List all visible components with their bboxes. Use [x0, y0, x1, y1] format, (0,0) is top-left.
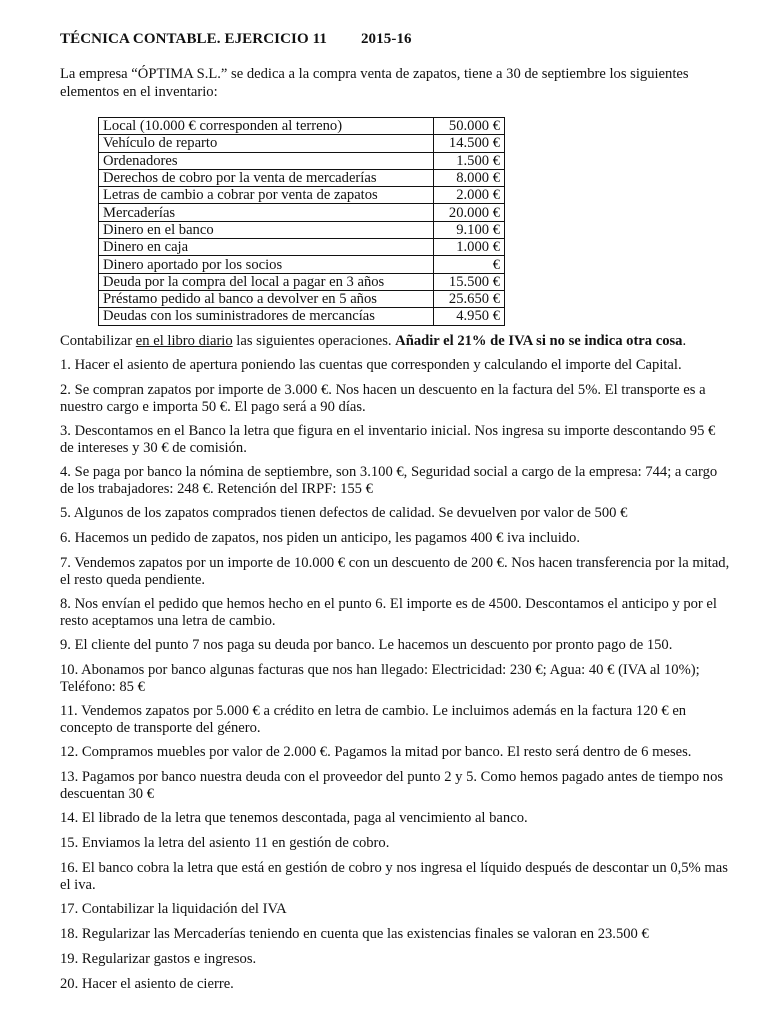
operation-item: 6. Hacemos un pedido de zapatos, nos piden un anticipo, les pagamos 400 € iva incluido.	[60, 530, 580, 546]
inventory-row	[99, 169, 505, 186]
inventory-amount: 1.000 €	[434, 239, 505, 256]
document-title	[60, 31, 412, 48]
operation-item: 2. Se compran zapatos por importe de 3.000 €. Nos hacen un descuento en la factura del 5%. El transporte es a nuestro cargo e importa 50 €. El pago será a 90 días.	[60, 382, 706, 415]
operation-item: 10. Abonamos por banco algunas facturas que nos han llegado: Electricidad: 230 €; Agua: 40 € (IVA al 10%); Teléfono: 85 €	[60, 662, 700, 695]
inventory-amount: 2.000 €	[434, 187, 505, 204]
operation-item: 11. Vendemos zapatos por 5.000 € a crédito en letra de cambio. Le incluimos además en la factura 120 € en concepto de transporte del género.	[60, 703, 687, 736]
inventory-amount: 25.650 €	[434, 290, 505, 307]
instructions-underlined: en el libro diario	[135, 333, 233, 349]
operation-item: 5. Algunos de los zapatos comprados tienen defectos de calidad. Se devuelven por valor de 500 €	[60, 505, 628, 521]
inventory-item: Dinero en caja	[99, 239, 434, 256]
inventory-row	[99, 204, 505, 221]
inventory-table	[98, 117, 505, 326]
inventory-item: Derechos de cobro por la venta de mercaderías	[99, 169, 434, 186]
instructions-line	[60, 333, 740, 350]
inventory-amount: 1.500 €	[434, 152, 505, 169]
inventory-item: Préstamo pedido al banco a devolver en 5 años	[99, 290, 434, 307]
inventory-amount: €	[434, 256, 505, 273]
inventory-amount: 4.950 €	[434, 308, 505, 325]
inventory-amount: 20.000 €	[434, 204, 505, 221]
inventory-amount: 15.500 €	[434, 273, 505, 290]
operation-item: 13. Pagamos por banco nuestra deuda con el proveedor del punto 2 y 5. Como hemos pagado antes de tiempo nos descuentan 30 €	[60, 769, 724, 802]
inventory-row	[99, 256, 505, 273]
operation-item: 8. Nos envían el pedido que hemos hecho en el punto 6. El importe es de 4500. Descontamos el anticipo y por el resto aceptamos una letra de cambio.	[60, 596, 717, 629]
operation-item: 16. El banco cobra la letra que está en gestión de cobro y nos ingresa el líquido después de descontar un 0,5% mas el iva.	[60, 860, 728, 893]
inventory-item: Vehículo de reparto	[99, 135, 434, 152]
operation-item: 20. Hacer el asiento de cierre.	[60, 976, 234, 992]
inventory-item: Ordenadores	[99, 152, 434, 169]
inventory-amount: 8.000 €	[434, 169, 505, 186]
operation-item: 1. Hacer el asiento de apertura poniendo las cuentas que corresponden y calculando el importe del Capital.	[60, 357, 682, 373]
instructions-bold: Añadir el 21% de IVA si no se indica otra cosa	[395, 333, 683, 349]
inventory-amount: 14.500 €	[434, 135, 505, 152]
inventory-row	[99, 239, 505, 256]
operation-item: 15. Enviamos la letra del asiento 11 en gestión de cobro.	[60, 835, 390, 851]
title-text: TÉCNICA CONTABLE. EJERCICIO 11	[60, 31, 327, 47]
inventory-row	[99, 290, 505, 307]
operation-item: 17. Contabilizar la liquidación del IVA	[60, 901, 287, 917]
inventory-row	[99, 221, 505, 238]
title-year: 2015-16	[360, 31, 412, 47]
inventory-item: Mercaderías	[99, 204, 434, 221]
inventory-item: Local (10.000 € corresponden al terreno)	[99, 118, 434, 135]
inventory-amount: 9.100 €	[434, 221, 505, 238]
inventory-item: Dinero en el banco	[99, 221, 434, 238]
intro-paragraph: La empresa “ÓPTIMA S.L.” se dedica a la compra venta de zapatos, tiene a 30 de septiembre los siguientes elementos en el inventario:	[60, 66, 689, 100]
operation-item: 4. Se paga por banco la nómina de septiembre, son 3.100 €, Seguridad social a cargo de la empresa: 744; a cargo de los trabajadores: 248 €. Retención del IRPF: 155 €	[60, 464, 718, 497]
instructions-prefix: Contabilizar	[60, 333, 136, 349]
operation-item: 7. Vendemos zapatos por un importe de 10.000 € con un descuento de 200 €. Nos hacen transferencia por la mitad, el resto queda pendiente.	[60, 555, 730, 588]
inventory-row	[99, 135, 505, 152]
inventory-row	[99, 273, 505, 290]
operation-item: 12. Compramos muebles por valor de 2.000 €. Pagamos la mitad por banco. El resto será dentro de 6 meses.	[60, 744, 692, 760]
inventory-amount: 50.000 €	[434, 118, 505, 135]
inventory-item: Deuda por la compra del local a pagar en 3 años	[99, 273, 434, 290]
inventory-row	[99, 308, 505, 325]
inventory-item: Letras de cambio a cobrar por venta de zapatos	[99, 187, 434, 204]
inventory-row	[99, 152, 505, 169]
operations-list	[60, 357, 732, 1001]
operation-item: 3. Descontamos en el Banco la letra que figura en el inventario inicial. Nos ingresa su importe descontando 95 € de intereses y 30 € de comisión.	[60, 423, 716, 456]
operation-item: 9. El cliente del punto 7 nos paga su deuda por banco. Le hacemos un descuento por pronto pago de 150.	[60, 637, 673, 653]
instructions-suffix: .	[682, 333, 687, 349]
operation-item: 18. Regularizar las Mercaderías teniendo en cuenta que las existencias finales se valoran en 23.500 €	[60, 926, 649, 942]
inventory-item: Deudas con los suministradores de mercancías	[99, 308, 434, 325]
inventory-item: Dinero aportado por los socios	[99, 256, 434, 273]
instructions-middle: las siguientes operaciones.	[232, 333, 396, 349]
operation-item: 19. Regularizar gastos e ingresos.	[60, 951, 257, 967]
inventory-row	[99, 187, 505, 204]
operation-item: 14. El librado de la letra que tenemos descontada, paga al vencimiento al banco.	[60, 810, 528, 826]
inventory-row	[99, 118, 505, 135]
